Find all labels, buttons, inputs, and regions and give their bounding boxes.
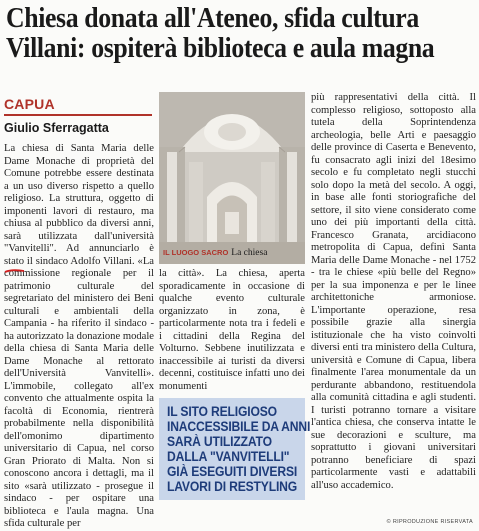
pull-quote-line-4: DALLA "VANVITELLI" [167, 449, 290, 464]
column-2-text: la città». La chiesa, aperta sporadicamente in occasione di qualche evento culturale organizzato in zona, è particolarmente nota tra i fedeli e i cittadini della Regina del Volturno. Sebbene inutilizzata e inaccessibile ai turisti da diversi decenni, costituisce infatti uno dei monumenti [159, 268, 305, 392]
headline-line-1: Chiesa donata all'Ateneo, sfida cultura [6, 3, 419, 34]
headline [6, 4, 438, 64]
column-1-text: La chiesa di Santa Maria delle Dame Monache di proprietà del Comune potrebbe essere destinata a un uso diverso rispetto a quello religioso. La struttura, oggetto di imponenti lavori di restauro, ma chiusa al pubblico da diversi anni, sarà utilizzata dall'università "Vanvitelli". Ad annunciarlo è stato il sindaco Adolfo Villani. «La commissione regionale per il patrimonio culturale del segretariato del ministero dei Beni culturali e ambientali della Campania - ha riferito il sindaco - ha autorizzato la donazione modale della chiesa di Santa Maria delle Dame Monache al rettorato dell'Università Vanvitelli». L'immobile, collegato all'ex convento che attualmente ospita la facoltà di Economia, rientrerà probabilmente nella disponibilità dell'omonimo dipartimento universitario di Capua, nel corso Gran Priorato di Malta. Non si conoscono ancora i dettagli, ma il sito «sarà utilizzato - prosegue il sindaco - per ospitare una biblioteca e l'aula magna. Una sfida culturale per [4, 143, 155, 529]
pull-quote-line-5: GIÀ ESEGUITI DIVERSI [167, 464, 298, 479]
section-tag: CAPUA [4, 96, 55, 112]
pull-quote [159, 398, 311, 500]
column-3-text: più rappresentativi della città. Il complesso religioso, sottoposto alla tutela della Soprintendenza archeologia, belle Arti e paesaggio delle province di Caserta e Benevento, fu consacrato agli inizi del 18esimo secolo e fu completato negli stucchi solo dopo la metà del secolo. A oggi, in base alle fonti storiografiche del settore, il sito viene considerato come uno dei più importanti della città. Francesco Granata, arcidiacono metropolita di Capua, definì Santa Maria delle Dame Monache - nel 1752 - tra le chiese «più belle del Regno» per la sua imponenza e per le linee architettoniche armoniose. L'importante operazione, resa possibile grazie alla sinergia istituzionale che ha visto coinvolti diversi enti tra ministero della Cultura, università e Comune di Capua, libera finalmente l'area monumentale da un perdurante abbandono, restituendola alla comunità cittadina e agli studenti. I turisti potranno tornare a visitare l'antica chiesa, che conserva intatte le sue decorazioni e sculture, ma soprattutto i giovani universitari potranno beneficiare di spazi particolarmente vasti e adattabili all'uso accademico. [311, 92, 476, 491]
article-column-3 [311, 92, 476, 522]
article-column-2 [159, 268, 305, 393]
caption-text: La chiesa [231, 248, 268, 258]
pull-quote-line-2: INACCESSIBILE DA ANNI [167, 419, 311, 434]
author-byline: Giulio Sferragatta [4, 121, 109, 135]
pull-quote-line-1: IL SITO RELIGIOSO [167, 404, 277, 419]
article-column-1 [4, 143, 155, 529]
caption-label: IL LUOGO SACRO [163, 248, 229, 257]
section-rule [4, 114, 152, 116]
church-interior-photo [159, 92, 305, 264]
red-underline-mark [4, 268, 26, 274]
headline-line-2: Villani: ospiterà biblioteca e aula magna [6, 33, 435, 64]
copyright-credit: © RIPRODUZIONE RISERVATA [386, 519, 473, 525]
photo-caption [163, 248, 303, 258]
pull-quote-line-3: SARÀ UTILIZZATO [167, 434, 272, 449]
pull-quote-line-6: LAVORI DI RESTYLING [167, 479, 298, 494]
